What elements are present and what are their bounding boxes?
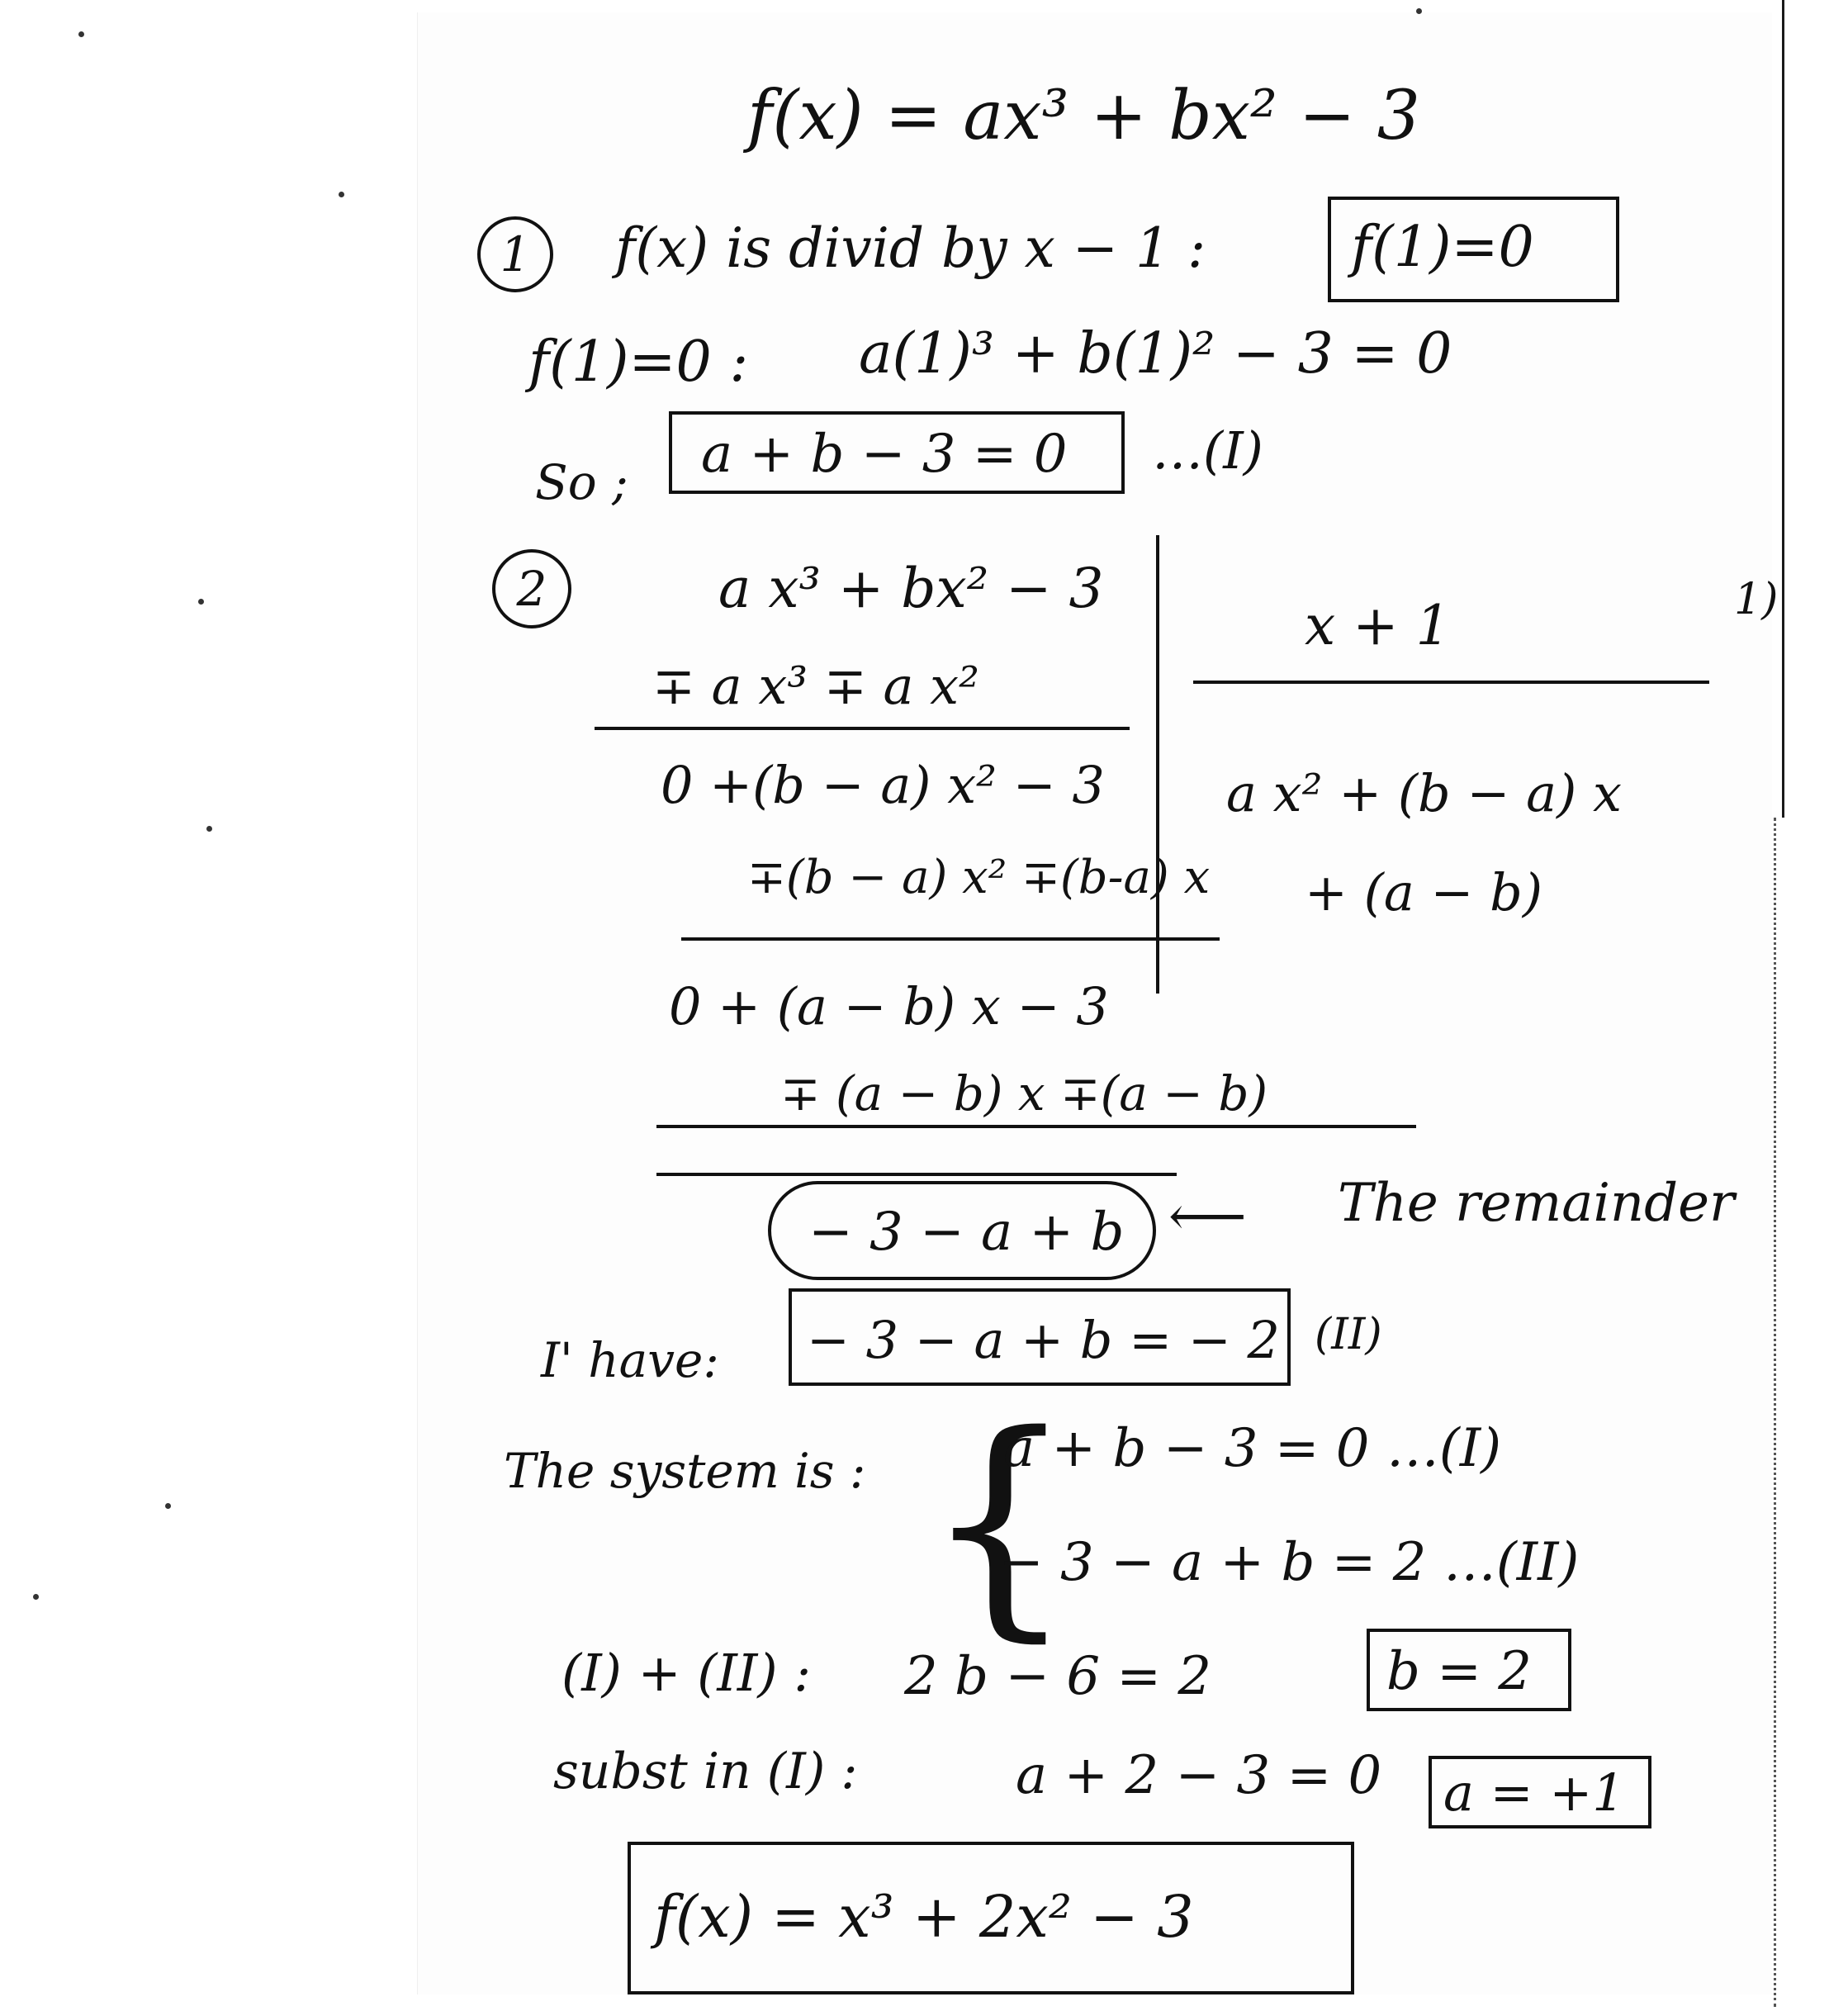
substitution-equation: a(1)³ + b(1)² − 3 = 0 [859, 321, 1452, 387]
step-1-number: 1 [477, 216, 553, 292]
sum-equation: 2 b − 6 = 2 [904, 1646, 1212, 1707]
scan-speck [198, 599, 204, 605]
condition-box [1328, 197, 1619, 302]
system-equation-1: a + b − 3 = 0 …(I) [1003, 1418, 1502, 1479]
scan-speck [339, 192, 344, 197]
system-equation-2: − 3 − a + b = 2 …(II) [999, 1532, 1580, 1593]
final-answer-box [628, 1842, 1354, 1994]
final-remainder: − 3 − a + b [808, 1202, 1125, 1263]
divisor-underline [1193, 681, 1709, 684]
subtraction-1: ∓ a x³ ∓ a x² [652, 656, 980, 716]
result-box-I [669, 411, 1125, 494]
subst-label: subst in (I) : [553, 1743, 858, 1800]
system-label: The system is : [504, 1443, 866, 1499]
a-result: a = +1 [1443, 1762, 1625, 1823]
so-label: So ; [535, 454, 628, 510]
have-label: I' have: [541, 1332, 719, 1388]
paper-right-edge [1782, 0, 1784, 818]
result-I-text: a + b − 3 = 0 [701, 424, 1068, 485]
remainder-2: 0 + (a − b) x − 3 [669, 976, 1109, 1036]
remainder-1: 0 +(b − a) x² − 3 [661, 755, 1105, 815]
final-answer: f(x) = x³ + 2x² − 3 [654, 1883, 1194, 1951]
torn-paper-edge [1774, 818, 1809, 2007]
subtraction-2-line [681, 937, 1220, 941]
result-I-tag: …(I) [1152, 420, 1263, 481]
arrow-left-icon: ⟵ [1168, 1184, 1247, 1248]
subtraction-2: ∓(b − a) x² ∓(b-a) x [747, 851, 1211, 904]
dividend: a x³ + bx² − 3 [718, 557, 1104, 620]
have-box [789, 1288, 1291, 1386]
division-vertical-bar [1156, 535, 1159, 994]
condition-text: f(1)=0 [1351, 215, 1534, 280]
subtraction-3-line [656, 1125, 1416, 1128]
right-margin-mark: 1) [1734, 575, 1779, 624]
step-2-number: 2 [492, 549, 571, 628]
remainder-label: The remainder [1338, 1173, 1735, 1234]
a-result-box [1429, 1756, 1651, 1828]
subtraction-1-line [595, 727, 1130, 730]
b-result-box [1367, 1629, 1571, 1711]
scan-speck [78, 31, 84, 37]
system-brace: { [923, 1384, 1076, 1662]
step-1-statement: f(x) is divid by x − 1 : [615, 216, 1206, 280]
title-equation: f(x) = ax³ + bx² − 3 [747, 77, 1420, 155]
divisor: x + 1 [1305, 594, 1451, 657]
scan-speck [33, 1594, 39, 1600]
subst-equation: a + 2 − 3 = 0 [1016, 1745, 1382, 1806]
quotient-line-2: + (a − b) [1305, 862, 1543, 922]
quotient-line-1: a x² + (b − a) x [1226, 763, 1622, 823]
have-equation: − 3 − a + b = − 2 [807, 1310, 1280, 1370]
sum-label: (I) + (II) : [562, 1643, 812, 1703]
b-result: b = 2 [1386, 1641, 1532, 1702]
remainder-wavy-outline [768, 1181, 1156, 1280]
final-division-line [656, 1173, 1177, 1176]
have-tag: (II) [1315, 1310, 1382, 1359]
substitution-prefix: f(1)=0 : [528, 330, 749, 395]
scan-speck [206, 826, 212, 832]
scan-speck [165, 1503, 171, 1509]
subtraction-3: ∓ (a − b) x ∓(a − b) [780, 1065, 1268, 1122]
scan-speck [1416, 8, 1422, 14]
